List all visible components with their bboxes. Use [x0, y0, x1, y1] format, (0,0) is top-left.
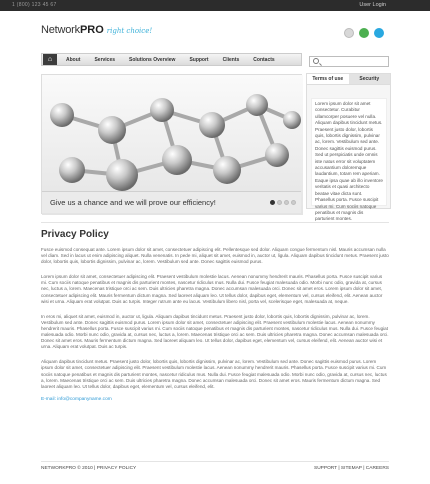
- user-icon[interactable]: [344, 28, 354, 38]
- tab-bar: [307, 74, 390, 85]
- paragraph: Fusce euismod consequat ante. Lorem ipsum dolor sit amet, consectetuer adipiscing elit. Pellentesque sed dolor. Aliquam congue fermentum nisl. Mauris accumsan nulla vel diam. Sed in lacus ut enim adipiscing aliquet. Nulla venenatis. In pede mi, aliquet sit amet, euismod in, auctor ut, ligula. Aliquam dapibus tincidunt metus. Praesent justo dolor, lobortis quis, lobortis dignissim, pulvinar ac, lorem. Vestibulum sed ante. Donec sagittis euismod purus.: [41, 247, 389, 265]
- paragraph: Aliquam dapibus tincidunt metus. Praesent justo dolor, lobortis quis, lobortis dignissim, pulvinar ac, lorem. Vestibulum sed ante. Donec sagittis euismod purus. Lorem ipsum dolor sit amet, consectetuer adipiscing elit. Praesent vestibulum molestie lacus. Aenean nonummy hendrerit mauris. Phasellus porta. Fusce suscipit varius mi. Cum sociis natoque penatibus et magnis dis parturient montes, nascetur ridiculus mus. Nulla dui. Fusce feugiat malesuada odio. Morbi nunc odio, gravida at, cursus nec, luctus a, lorem. Maecenas tristique orci ac sem. Duis ultricies pharetra magna. Donec accumsan malesuada orci. Donec sit amet eros. Mauris fermentum dictum magna. Sed laoreet aliquam leo. Ut tellus dolor, dapibus eget, elementum vel, cursus eleifend, elit.: [41, 359, 387, 389]
- footer-divider: [41, 461, 389, 462]
- paragraph: Lorem ipsum dolor sit amet, consectetuer adipiscing elit. Praesent vestibulum molestie lacus. Aenean nonummy hendrerit mauris. Phasellus porta. Fusce suscipit varius mi. Cum sociis natoque penatibus et magnis dis parturient montes, nascetur ridiculus mus. Nulla dui. Fusce feugiat malesuada odio. Morbi nunc odio, gravida at, cursus nec, luctus a, lorem. Maecenas tristique orci ac sem. Duis ultricies pharetra magna. Donec accumsan malesuada orci. Donec sit amet eros. Lorem ipsum dolor sit amet, consectetuer adipiscing elit. Mauris fermentum dictum magna. Sed laoreet aliquam leo. Ut tellus dolor, dapibus eget, elementum vel, cursus eleifend, elit. Aenean auctor wisi et urna. Aliquam erat volutpat. Duis ac turpis. Integer rutrum ante eu lacus. Vestibulum libero nisl, porta vel, scelerisque eget, malesuada at, neque.: [41, 274, 383, 304]
- logo-text-network: Network: [41, 24, 80, 36]
- divider: [41, 222, 389, 223]
- email-link[interactable]: info@companyname.com: [57, 396, 112, 402]
- search-icon[interactable]: [313, 58, 319, 64]
- main-nav: [41, 53, 302, 66]
- nav-item-about[interactable]: About: [66, 56, 81, 63]
- footer: [41, 466, 389, 474]
- hero-caption: Give us a chance and we will prove our efficiency!: [50, 198, 216, 207]
- logo[interactable]: [41, 24, 152, 40]
- search-input[interactable]: [309, 56, 389, 67]
- footer-links[interactable]: SUPPORT | SITEMAP | CAREERS: [314, 466, 389, 471]
- email-line: [41, 397, 389, 402]
- slider-dot[interactable]: [291, 200, 296, 205]
- slider-dot[interactable]: [270, 200, 275, 205]
- page-title: Privacy Policy: [41, 229, 109, 240]
- sidebar-tabs: [306, 73, 391, 222]
- email-label: E-mail:: [41, 396, 56, 402]
- hero-slider: [41, 74, 302, 214]
- nav-item-contacts[interactable]: Contacts: [253, 56, 275, 63]
- tab-security[interactable]: Security: [359, 76, 380, 82]
- user-login-link[interactable]: User Login: [359, 2, 386, 8]
- paragraph: In eros mi, aliquet sit amet, euismod in, auctor ut, ligula. Aliquam dapibus tincidunt metus. Praesent justo dolor, lobortis quis, lobortis dignissim, pulvinar ac, lorem. Vestibulum sed ante. Donec sagittis euismod purus. Lorem ipsum dolor sit amet, consectetuer adipiscing elit. Praesent vestibulum molestie lacus. Aenean nonummy hendrerit mauris. Phasellus porta. Fusce suscipit varius mi. Cum sociis natoque penatibus et magnis dis parturient montes, nascetur ridiculus mus. Nulla dui. Fusce feugiat malesuada odio. Morbi nunc odio, gravida at, cursus nec, luctus a, lorem. Maecenas tristique orci ac sem. Duis ultricies pharetra magna. Donec accumsan malesuada orci. Donec sit amet eros. Mauris fermentum dictum magna. Sed laoreet aliquam leo. Ut tellus dolor, dapibus eget, elementum vel, cursus eleifend, elit. Aenean auctor wisi et urna. Aliquam erat volutpat. Duis ac turpis.: [41, 313, 389, 350]
- skype-icon[interactable]: [374, 28, 384, 38]
- header-icons: [344, 28, 384, 38]
- nav-item-support[interactable]: Support: [189, 56, 209, 63]
- top-bar: [0, 0, 430, 11]
- slider-dot[interactable]: [284, 200, 289, 205]
- slider-dot[interactable]: [277, 200, 282, 205]
- footer-copyright[interactable]: NETWORKPRO © 2010 | PRIVACY POLICY: [41, 466, 137, 471]
- home-icon: ⌂: [47, 56, 53, 63]
- hero-caption-bar: [42, 191, 301, 213]
- logo-tagline: right choice!: [106, 27, 153, 35]
- slider-pagination: [270, 200, 296, 205]
- tab-terms-of-use[interactable]: Terms of use: [307, 74, 349, 84]
- phone-number: 1 (800) 123 45 67: [12, 2, 57, 8]
- nav-item-services[interactable]: Services: [94, 56, 116, 63]
- logo-text-pro: PRO: [79, 24, 104, 36]
- tab-content-text: Lorem ipsum dolor sit amet consectetur. Curabitur ullamcorper posuere vel nulla. Aliquam dapibus tincidunt metus. Praesent justo dolor, lobortis quis, lobortis dignissim, pulvinar ac, lorem. Vestibulum sed ante. Donec sagittis euismod purus. Sed ut perspiciatis unde omnis iste natus error sit voluptatem accusantium doloremque laudantium, totam rem aperiam. Eaque ipsa quae ab illo inventore veritatis et quasi architecto beatae vitae dicta sunt. Phasellus porta. Fusce suscipit varius mi. Cum sociis natoque penatibus et magnis dis parturient montes.: [315, 101, 383, 222]
- tab-content: [311, 98, 387, 222]
- policy-content: [41, 247, 389, 402]
- nav-item-clients[interactable]: Clients: [222, 56, 240, 63]
- nav-home-button[interactable]: [43, 54, 57, 65]
- chat-icon[interactable]: [359, 28, 369, 38]
- nav-item-solutions-overview[interactable]: Solutions Overview: [129, 56, 176, 63]
